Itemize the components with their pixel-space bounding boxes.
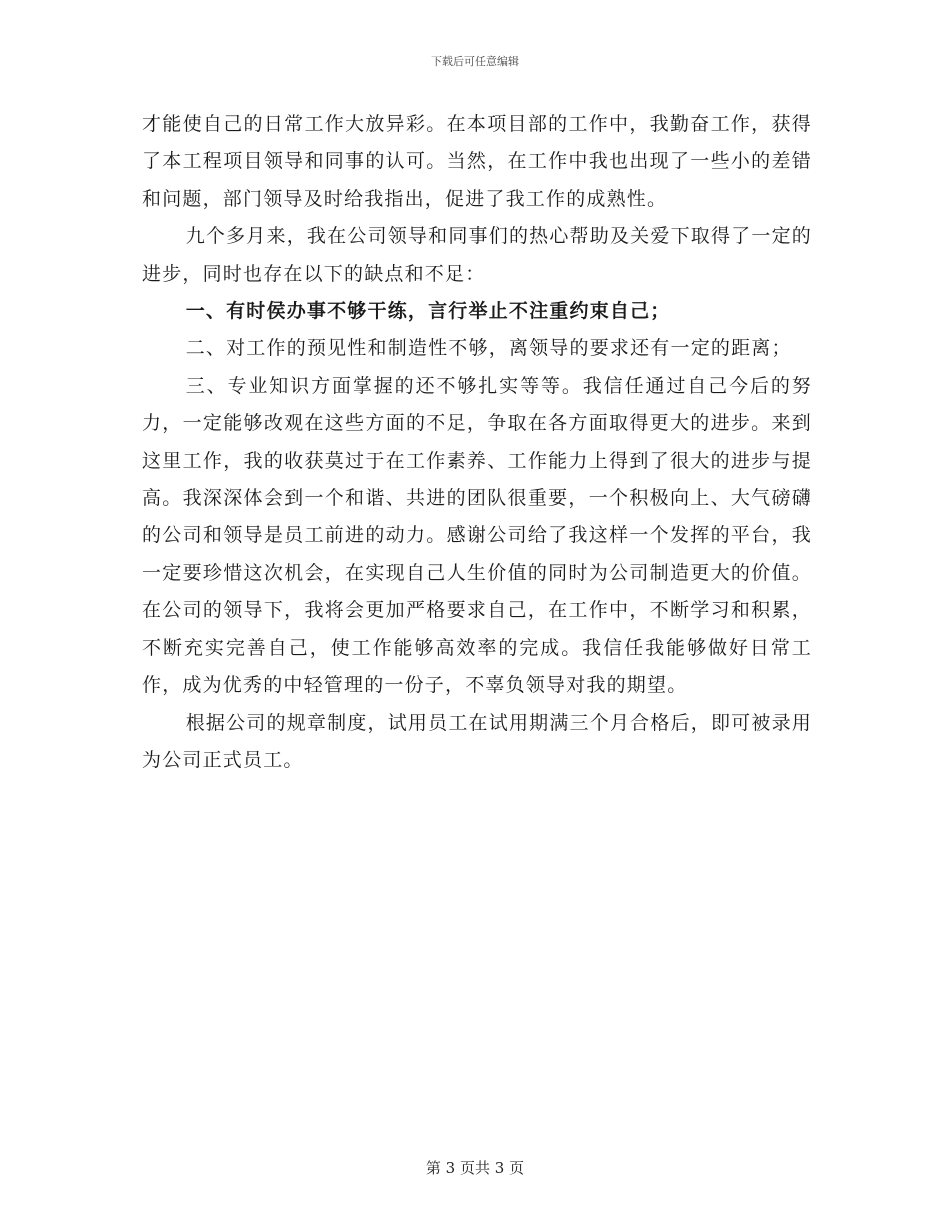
paragraph: 根据公司的规章制度，试用员工在试用期满三个月合格后，即可被录用为公司正式员工。 — [142, 711, 812, 771]
list-item: 一、有时侯办事不够干练，言行举止不注重约束自己； — [185, 300, 671, 323]
list-item: 三、专业知识方面掌握的还不够扎实等等。我信任通过自己今后的努力，一定能够改观在这些方面的不足，争取在各方面取得更大的进步。来到这里工作，我的收获莫过于在工作素养、工作能力上得到了很大的进步与提高。我深深体会到一个和谐、共进的团队很重要，一个积极向上、大气磅礴的公司和领导是员工前进的动力。感谢公司给了我这样一个发挥的平台，我一定要珍惜这次机会，在实现自己人生价值的同时为公司制造更大的价值。在公司的领导下，我将会更加严格要求自己，在工作中，不断学习和积累，不断充实完善自己，使工作能够高效率的完成。我信任我能够做好日常工作，成为优秀的中轻管理的一份子，不辜负领导对我的期望。 — [142, 374, 812, 697]
paragraph: 才能使自己的日常工作大放异彩。在本项目部的工作中，我勤奋工作，获得了本工程项目领导和同事的认可。当然，在工作中我也出现了一些小的差错和问题，部门领导及时给我指出，促进了我工作的成熟性。 — [142, 113, 812, 210]
page-header: 下载后可任意编辑 — [431, 55, 519, 68]
list-item: 二、对工作的预见性和制造性不够，离领导的要求还有一定的距离； — [185, 337, 792, 360]
paragraph: 九个多月来，我在公司领导和同事们的热心帮助及关爱下取得了一定的进步，同时也存在以下的缺点和不足： — [142, 225, 812, 285]
document-body — [142, 106, 812, 779]
page-footer: 第 3 页共 3 页 — [425, 1159, 525, 1177]
